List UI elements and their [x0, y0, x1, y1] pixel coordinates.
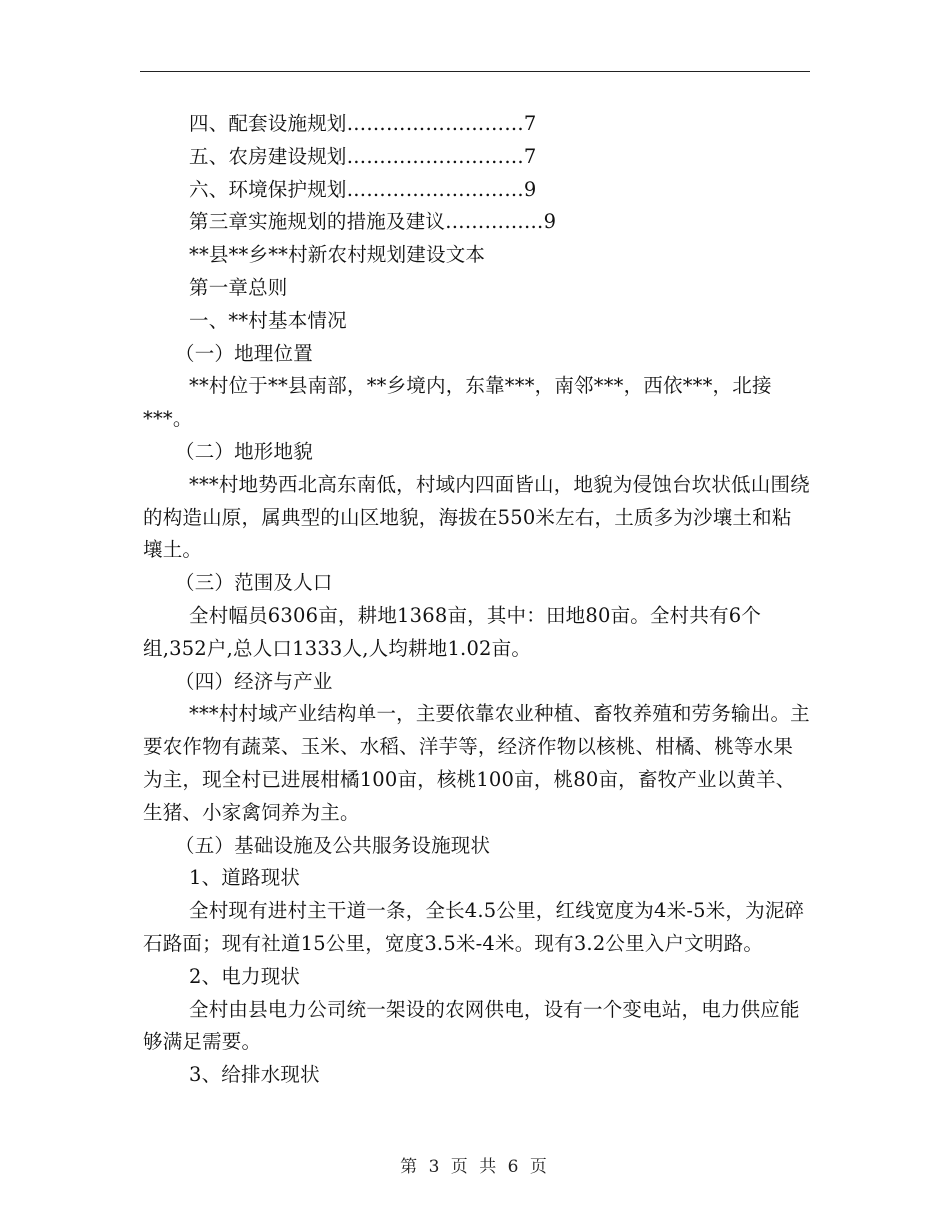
economy-heading: （四）经济与产业 — [175, 669, 333, 693]
water-heading: 3、给排水现状 — [189, 1063, 320, 1087]
toc-item-facilities[interactable]: 四、配套设施规划………………………7 — [189, 112, 537, 135]
road-paragraph: 全村现有进村主干道一条，全长4.5公里，红线宽度为4米-5米，为泥碎石路面；现有社道15公里，宽度3.5米-4米。现有3.2公里入户文明路。 — [143, 899, 805, 955]
infra-heading: （五）基础设施及公共服务设施现状 — [175, 833, 491, 857]
road-heading: 1、道路现状 — [189, 866, 301, 890]
economy-paragraph: ***村村域产业结构单一，主要依靠农业种植、畜牧养殖和劳务输出。主要农作物有蔬菜、玉米、水稻、洋芋等，经济作物以核桃、柑橘、桃等水果为主，现全村已进展柑橘100亩，核桃100亩，桃80亩，畜牧产业以黄羊、生猪、小家禽饲养为主。 — [143, 702, 810, 824]
toc-item-environment[interactable]: 六、环境保护规划………………………9 — [189, 177, 537, 201]
toc-item-housing[interactable]: 五、农房建设规划………………………7 — [189, 144, 537, 168]
scope-paragraph: 全村幅员6306亩，耕地1368亩，其中：田地80亩。全村共有6个组,352户,总人口1333人,人均耕地1.02亩。 — [143, 603, 762, 660]
terrain-paragraph: ***村地势西北高东南低，村域内四面皆山，地貌为侵蚀台坎状低山围绕的构造山原，属典型的山区地貌，海拔在550米左右，土质多为沙壤土和粘壤土。 — [143, 472, 810, 562]
header-rule — [140, 71, 810, 72]
chapter-heading: 第一章总则 — [189, 275, 288, 299]
power-paragraph: 全村由县电力公司统一架设的农网供电，设有一个变电站，电力供应能够满足需要。 — [143, 997, 800, 1054]
document-body — [143, 108, 810, 1092]
scope-heading: （三）范围及人口 — [175, 571, 333, 595]
toc-item-chapter3[interactable]: 第三章实施规划的措施及建议……………9 — [189, 210, 557, 234]
document-title: **县**乡**村新农村规划建设文本 — [189, 243, 486, 267]
geo-heading: （一）地理位置 — [175, 341, 313, 365]
power-heading: 2、电力现状 — [189, 964, 301, 988]
geo-paragraph: **村位于**县南部，**乡境内，东靠***，南邻***，西依***，北接***。 — [143, 374, 772, 431]
page-footer: 第 3 页 共 6 页 — [400, 1157, 550, 1177]
section-heading: 一、**村基本情况 — [189, 308, 347, 332]
terrain-heading: （二）地形地貌 — [175, 439, 313, 463]
